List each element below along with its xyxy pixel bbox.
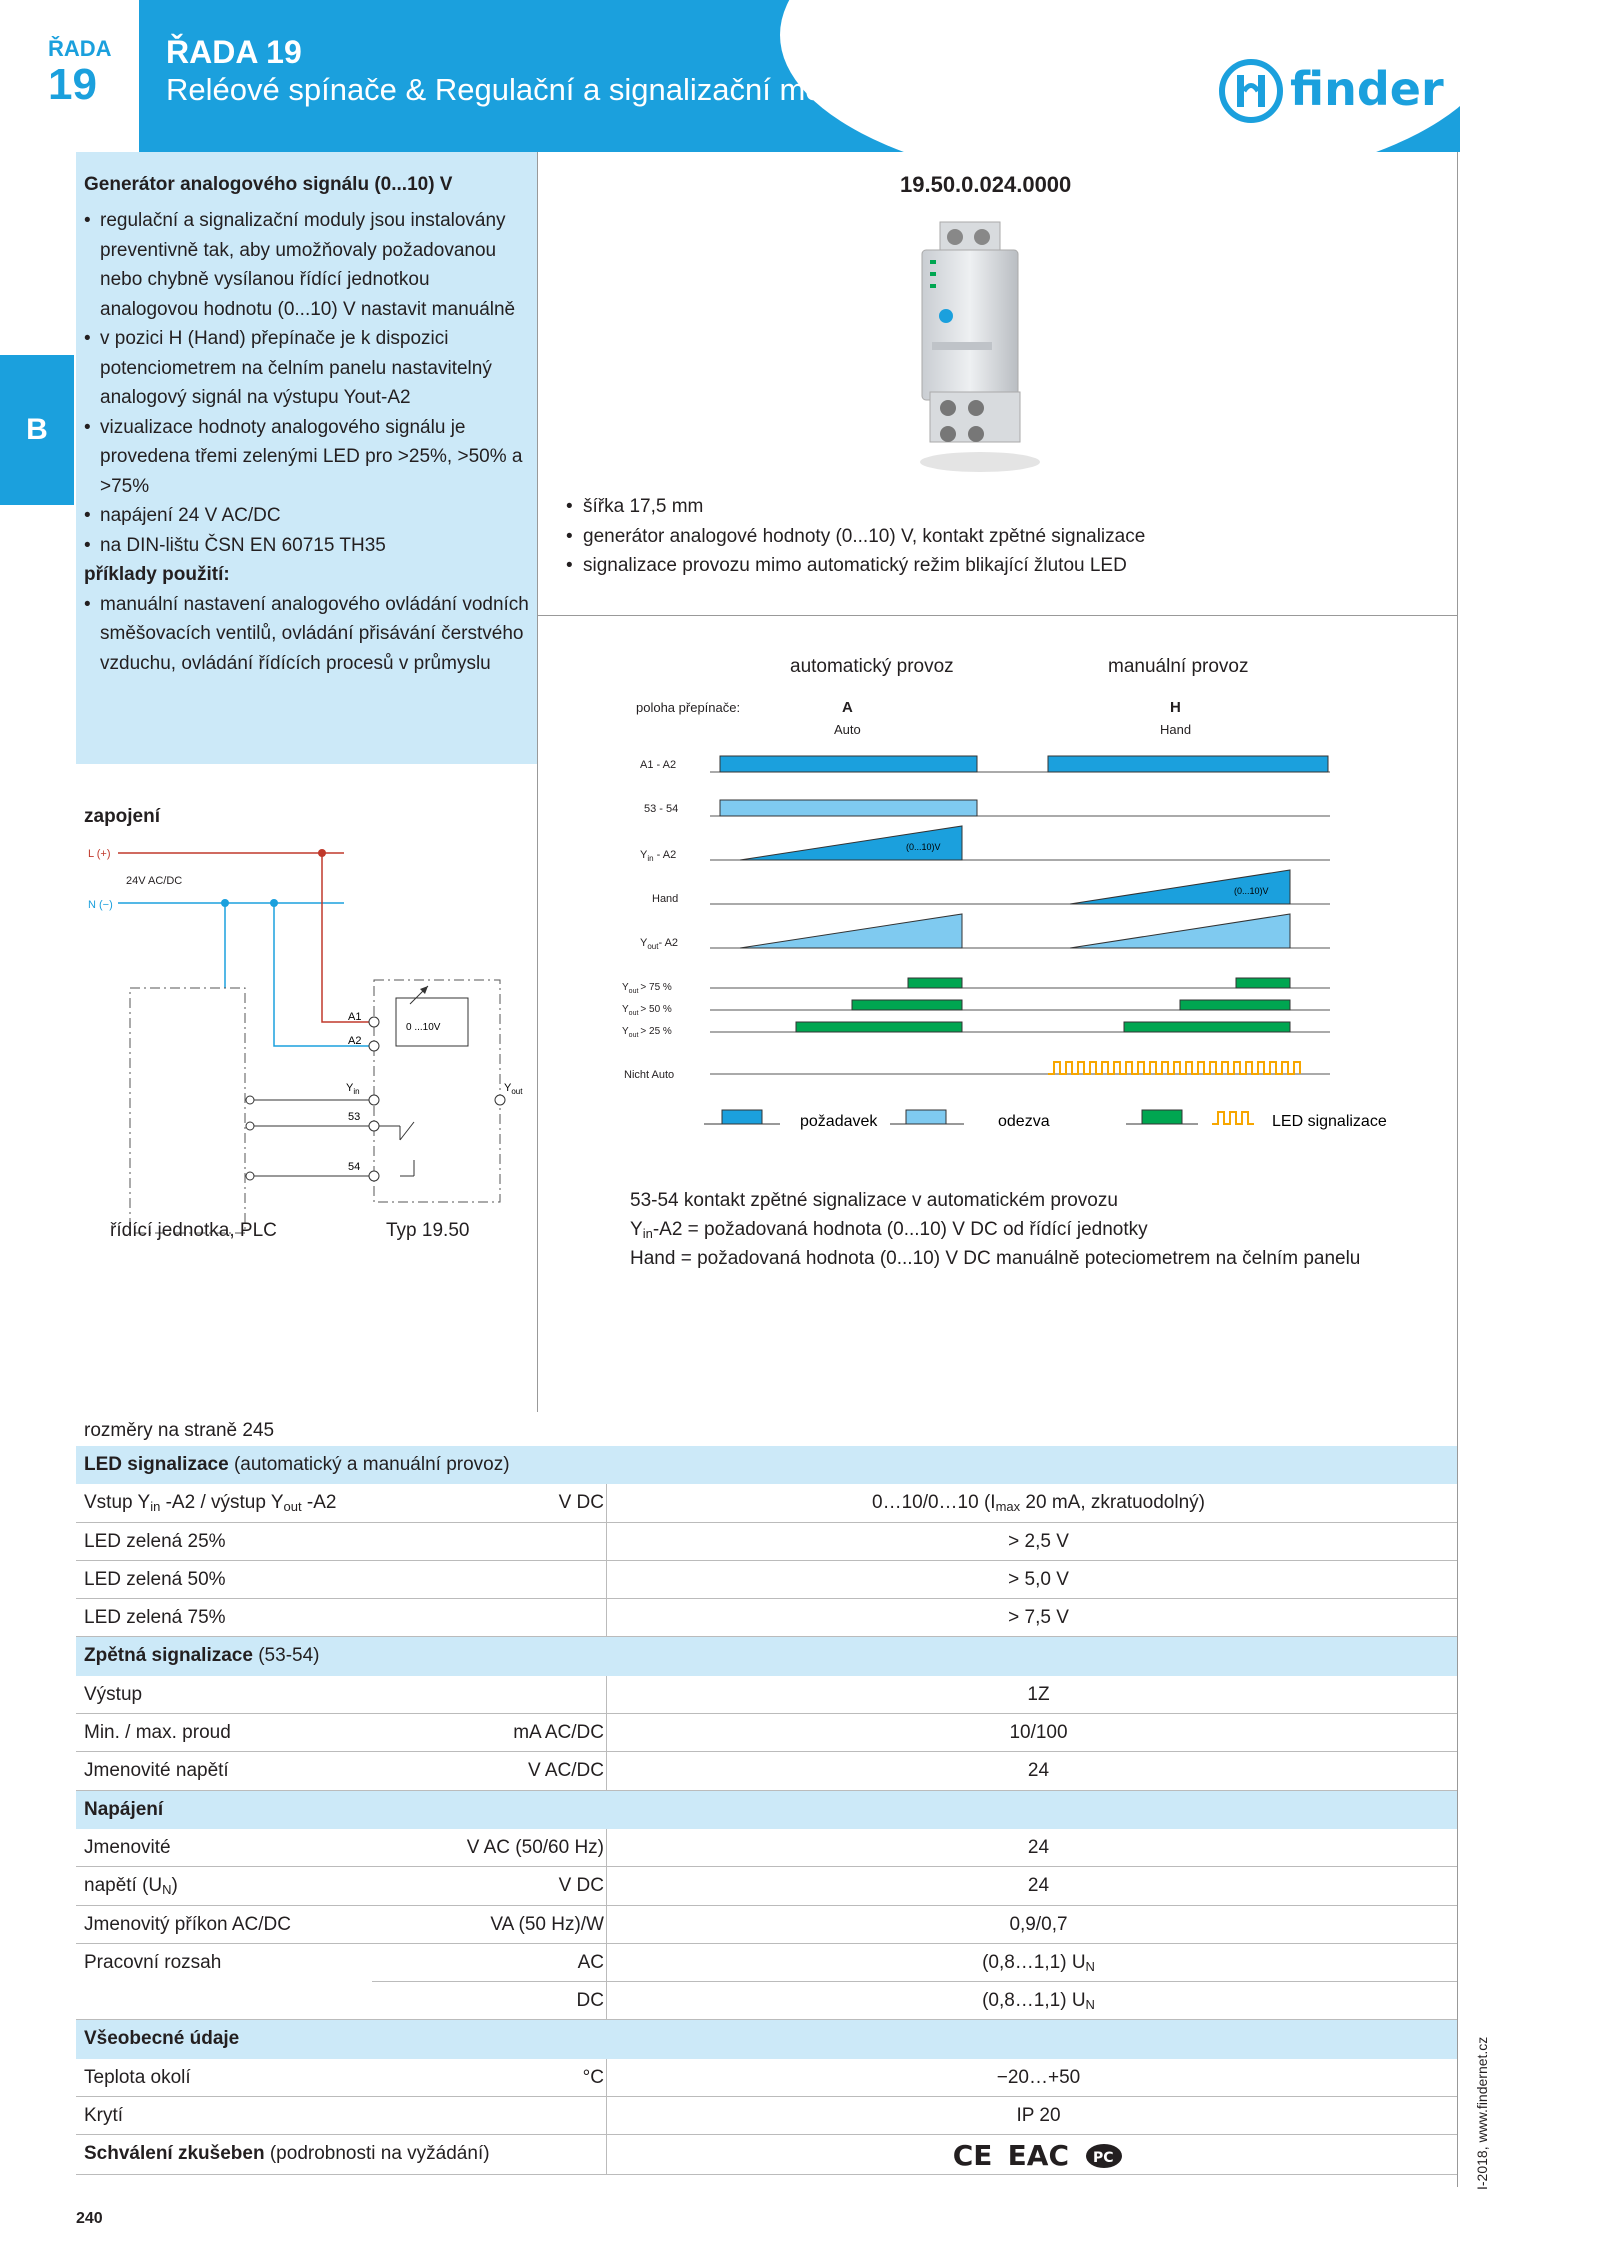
- led25-label: > 25 %: [640, 1026, 672, 1037]
- table-row: [76, 1523, 1457, 1561]
- row-a1a2: A1 - A2: [640, 759, 677, 771]
- section-general-title: Všeobecné údaje: [84, 2028, 240, 2050]
- row-yin-tail: - A2: [653, 849, 677, 861]
- temp-label: Teplota okolí: [84, 2066, 191, 2088]
- led50-sub: out: [628, 1010, 639, 1017]
- table-row: [76, 1982, 1457, 2020]
- section-feedback: [76, 1637, 1457, 1675]
- intro-bullet: • v pozici H (Hand) přepínače je k dispozici potenciometrem na čelním panelu nastavitelný analogový signál na výstupu Yout-A2: [84, 324, 529, 413]
- svg-text:Yout> 50 %: $Y_{out} > 50$ %: [622, 1004, 672, 1017]
- legend-demand: požadavek: [800, 1113, 878, 1130]
- switch-label: poloha přepínače:: [636, 700, 741, 715]
- nom2-label: napětí (U: [84, 1875, 163, 1897]
- manual-mode-label: manuální provoz: [1108, 656, 1249, 677]
- ip-label: Krytí: [84, 2105, 124, 2127]
- power-label: Jmenovitý příkon AC/DC: [84, 1913, 291, 1935]
- range-label: Pracovní rozsah: [84, 1951, 222, 1973]
- fb-voltage-unit: V AC/DC: [527, 1760, 604, 1782]
- svg-text:Yin: [346, 1082, 360, 1096]
- input-value-b: 20 mA, zkratuodolný): [1020, 1492, 1205, 1514]
- input-value-sub: max: [995, 1499, 1021, 1515]
- input-value-a: 0…10/0…10 (I: [872, 1492, 996, 1514]
- supply-label: 24V AC/DC: [126, 875, 183, 887]
- section-led-title: LED signalizace: [84, 1454, 229, 1475]
- yin-label: Y: [346, 1082, 354, 1094]
- timing-diagram: [600, 650, 1460, 1140]
- approvals-note: (podrobnosti na vyžádání): [264, 2143, 490, 2165]
- page-title: ŘADA 19: [166, 34, 302, 70]
- right-border: [1457, 152, 1458, 2187]
- led50-label: LED zelená 50%: [84, 1568, 226, 1590]
- table-row: [76, 2097, 1457, 2135]
- range-ac: AC: [577, 1951, 604, 1973]
- intro-box: [76, 152, 537, 764]
- table-row: [76, 2059, 1457, 2097]
- svg-text:Yin - A2: [640, 849, 676, 863]
- pot-label: 0 ...10V: [406, 1022, 441, 1033]
- finder-logo-icon: [1218, 58, 1284, 124]
- pos-h: H: [1170, 699, 1181, 716]
- examples-title: příklady použití:: [84, 564, 230, 585]
- section-bookmark: B: [0, 355, 74, 505]
- product-code: 19.50.0.024.0000: [900, 172, 1072, 197]
- svg-text:Yout- A2: [640, 937, 678, 951]
- table-row: [76, 1752, 1457, 1790]
- input-unit: V DC: [558, 1492, 604, 1514]
- feature-list: [566, 492, 1145, 581]
- page-subtitle: Reléové spínače & Regulační a signalizační moduly: [166, 72, 880, 107]
- svg-text:PC: PC: [1093, 2150, 1114, 2167]
- ip-value: IP 20: [1016, 2105, 1061, 2127]
- note-5354: 53-54 kontakt zpětné signalizace v automatickém provozu: [630, 1190, 1118, 1211]
- input-sub-a: in: [150, 1499, 161, 1515]
- svg-text:Yout> 25 %: $Y_{out} > 25$ %: [622, 1026, 672, 1039]
- side-footer: I-2018, www.findernet.cz: [1474, 2036, 1490, 2190]
- led75-label: LED zelená 75%: [84, 1607, 226, 1629]
- section-feedback-note: (53-54): [252, 1645, 320, 1667]
- range-ac-sub: N: [1085, 1958, 1095, 1974]
- table-row: [76, 2135, 1457, 2175]
- row-nicht: Nicht Auto: [624, 1069, 675, 1081]
- section-led-note: (automatický a manuální provoz): [228, 1454, 510, 1475]
- series-label: ŘADA: [48, 36, 112, 61]
- intro-bullet: • regulační a signalizační moduly jsou instalovány preventivně tak, aby umožňovaly požadovanou nebo chybně vysílanou řídící jednotkou analogovou hodnotu (0...10) V nastavit manuálně: [84, 206, 529, 324]
- plc-caption: řídící jednotka, PLC: [110, 1220, 277, 1241]
- yout-label: Y: [504, 1082, 512, 1094]
- range-ac-value: (0,8…1,1) U: [982, 1951, 1086, 1973]
- table-row: [76, 1944, 1457, 1982]
- table-row: [76, 1906, 1457, 1944]
- gost-mark-icon: [1084, 2143, 1124, 2169]
- page-number: 240: [76, 2210, 103, 2227]
- range-dc-sub: N: [1085, 1997, 1095, 2013]
- ce-mark: CE: [952, 2139, 993, 2173]
- svg-text:Yout: [504, 1082, 523, 1096]
- series-number: 19: [48, 60, 97, 109]
- table-row: [76, 1484, 1457, 1522]
- fb-voltage-value: 24: [1027, 1760, 1050, 1782]
- nom2-tail: ): [171, 1875, 178, 1897]
- wiring-title: zapojení: [84, 806, 161, 827]
- auto-mode-label: automatický provoz: [790, 656, 954, 677]
- product-image: [900, 212, 1050, 472]
- nom2-sub: N: [162, 1882, 172, 1898]
- dimensions-note: rozměry na straně 245: [84, 1420, 275, 1441]
- section-supply: [76, 1791, 1457, 1829]
- t54-label: 54: [348, 1161, 361, 1173]
- nom-value: 24: [1027, 1836, 1050, 1858]
- finder-logo: [1218, 58, 1458, 124]
- t53-label: 53: [348, 1111, 361, 1123]
- approval-marks: [620, 2139, 1457, 2172]
- table-row: [76, 1714, 1457, 1752]
- yout-sub: out: [511, 1087, 523, 1096]
- svg-text:Yout> 75 %: $Y_{out} > 75$ %: [622, 982, 672, 995]
- type-caption: Typ 19.50: [386, 1220, 470, 1241]
- input-label-a: Vstup Y: [84, 1492, 151, 1514]
- output-value: 1Z: [1027, 1683, 1050, 1705]
- row-yout-sub: out: [647, 942, 659, 951]
- intro-bullet: • na DIN-lištu ČSN EN 60715 TH35: [84, 531, 529, 561]
- product-divider: [537, 615, 1457, 616]
- row-hand: Hand: [652, 893, 679, 905]
- legend-response: odezva: [998, 1113, 1050, 1130]
- feature-item: • šířka 17,5 mm: [566, 492, 1145, 522]
- intro-bullet: • vizualizace hodnoty analogového signálu je provedena třemi zelenými LED pro >25%, >50% a >75%: [84, 413, 529, 502]
- input-label-c: -A2: [301, 1492, 337, 1514]
- row-yout-tail: - A2: [658, 937, 679, 949]
- led75-label: > 75 %: [640, 982, 672, 993]
- range-label-yin: (0...10)V: [906, 842, 941, 852]
- a2-label: A2: [348, 1035, 362, 1047]
- row-5354: 53 - 54: [644, 803, 679, 815]
- power-value: 0,9/0,7: [1009, 1913, 1068, 1935]
- nom-unit: V AC (50/60 Hz): [466, 1836, 604, 1858]
- led25-label: LED zelená 25%: [84, 1530, 226, 1552]
- note-yin-pre: Y: [630, 1219, 643, 1240]
- wiring-diagram: [84, 840, 524, 1240]
- feature-item: • signalizace provozu mimo automatický režim blikající žlutou LED: [566, 551, 1145, 581]
- note-yin-sub: in: [642, 1226, 653, 1241]
- n-label: N (−): [88, 899, 113, 911]
- brand-name: finder: [1290, 62, 1444, 116]
- current-unit: mA AC/DC: [513, 1722, 604, 1744]
- note-yin-rest: -A2 = požadovaná hodnota (0...10) V DC od řídící jednotky: [652, 1219, 1148, 1240]
- pos-h-name: Hand: [1160, 722, 1192, 737]
- yin-sub: in: [353, 1087, 360, 1096]
- spec-table: [76, 1446, 1457, 2175]
- approvals-label: Schválení zkušeben: [84, 2143, 265, 2165]
- fb-voltage-label: Jmenovité napětí: [84, 1760, 229, 1782]
- legend-led: LED signalizace: [1272, 1113, 1387, 1130]
- l-label: L (+): [88, 848, 111, 860]
- table-row: [76, 1867, 1457, 1905]
- range-dc: DC: [576, 1990, 604, 2012]
- row-yin: Y: [640, 849, 648, 861]
- range-label-hand: (0...10)V: [1234, 886, 1269, 896]
- column-divider: [537, 152, 538, 1412]
- table-row: [76, 1829, 1457, 1867]
- led25-value: > 2,5 V: [1008, 1530, 1069, 1552]
- a1-label: A1: [348, 1011, 362, 1023]
- section-led: [76, 1446, 1457, 1484]
- current-value: 10/100: [1009, 1722, 1068, 1744]
- eac-mark: EAC: [1007, 2139, 1070, 2173]
- pos-a: A: [842, 699, 853, 716]
- input-sub-b: out: [283, 1499, 302, 1515]
- intro-title: Generátor analogového signálu (0...10) V: [84, 174, 453, 195]
- output-label: Výstup: [84, 1683, 143, 1705]
- feature-item: • generátor analogové hodnoty (0...10) V, kontakt zpětné signalizace: [566, 522, 1145, 552]
- section-supply-title: Napájení: [84, 1798, 164, 1820]
- note-hand: Hand = požadovaná hodnota (0...10) V DC manuálně poteciometrem na čelním panelu: [630, 1248, 1361, 1269]
- nom-label: Jmenovité: [84, 1836, 171, 1858]
- nicht-auto-blink: [1048, 1062, 1300, 1074]
- intro-bullet: • napájení 24 V AC/DC: [84, 501, 529, 531]
- range-dc-value: (0,8…1,1) U: [982, 1990, 1086, 2012]
- nom2-value: 24: [1027, 1875, 1050, 1897]
- current-label: Min. / max. proud: [84, 1722, 231, 1744]
- led50-label: > 50 %: [640, 1004, 672, 1015]
- example-bullet: • manuální nastavení analogového ovládání vodních směšovacích ventilů, ovládání přisávání čerstvého vzduchu, ovládání řídících procesů v průmyslu: [84, 590, 529, 679]
- table-row: [76, 1676, 1457, 1714]
- temp-value: −20…+50: [996, 2066, 1081, 2088]
- led25-sub: out: [628, 1032, 639, 1039]
- row-yin-sub: in: [647, 854, 654, 863]
- led50-value: > 5,0 V: [1008, 1568, 1069, 1590]
- section-general: [76, 2020, 1457, 2058]
- note-yin: [630, 1219, 1148, 1241]
- section-feedback-title: Zpětná signalizace: [84, 1645, 253, 1667]
- power-unit: VA (50 Hz)/W: [490, 1913, 604, 1935]
- input-label-b: -A2 / výstup Y: [160, 1492, 284, 1514]
- led75-sub: out: [628, 988, 639, 995]
- table-row: [76, 1599, 1457, 1637]
- led75-value: > 7,5 V: [1008, 1607, 1069, 1629]
- pos-a-name: Auto: [834, 722, 861, 737]
- nom2-unit: V DC: [558, 1875, 604, 1897]
- table-row: [76, 1561, 1457, 1599]
- row-yout: Y: [640, 937, 648, 949]
- temp-unit: °C: [582, 2066, 604, 2088]
